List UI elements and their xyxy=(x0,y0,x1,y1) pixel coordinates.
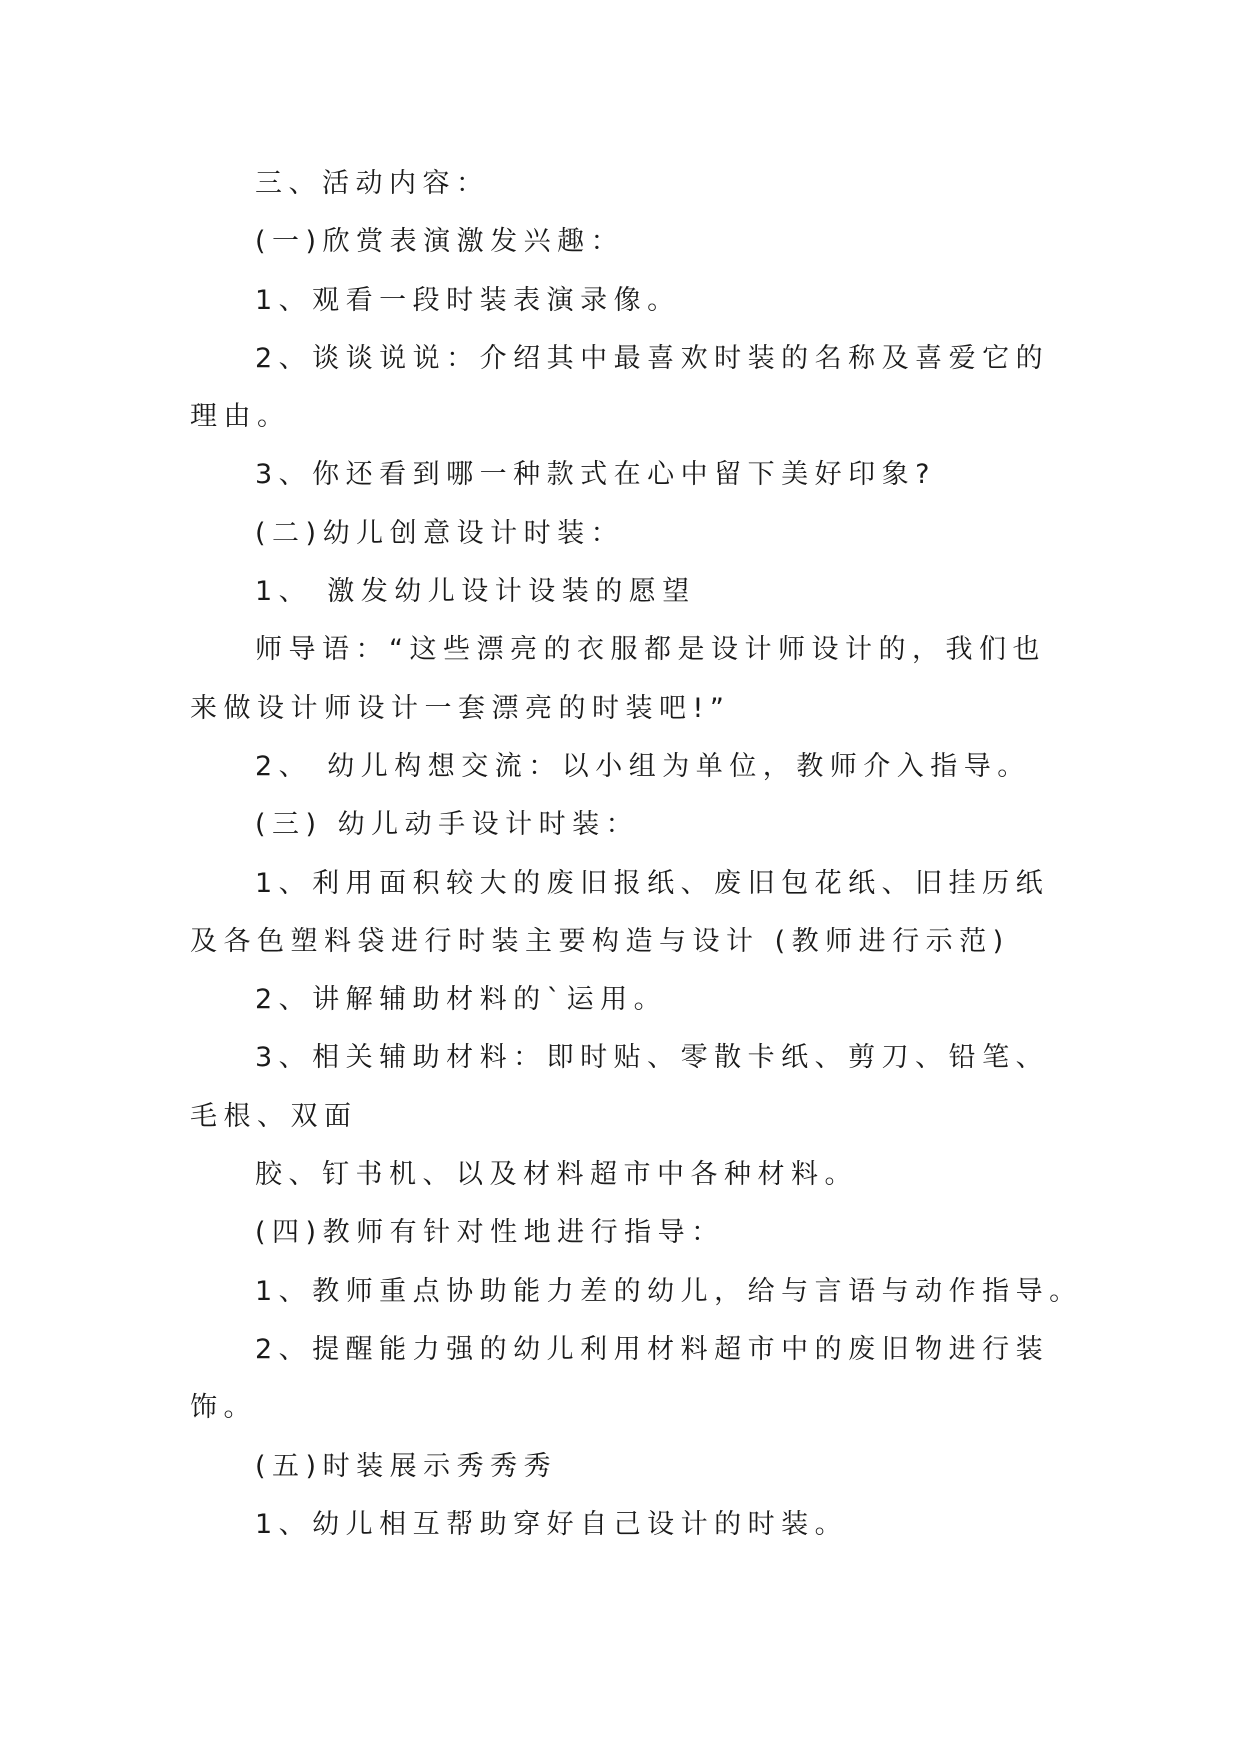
paragraph-line: 1、观看一段时装表演录像。 xyxy=(255,284,681,316)
paragraph-continuation: 毛根、双面 xyxy=(190,1100,358,1132)
paragraph-line: 胶、钉书机、以及材料超市中各种材料。 xyxy=(255,1159,858,1191)
paragraph-line: 2、 幼儿构想交流：以小组为单位，教师介入指导。 xyxy=(255,750,1031,782)
paragraph-continuation: 来做设计师设计一套漂亮的时装吧!” xyxy=(190,692,731,724)
subsection-heading: (四)教师有针对性地进行指导： xyxy=(255,1217,725,1249)
paragraph-line: 2、提醒能力强的幼儿利用材料超市中的废旧物进行装 xyxy=(255,1333,1050,1365)
paragraph-line: 3、相关辅助材料：即时贴、零散卡纸、剪刀、铅笔、 xyxy=(255,1042,1050,1074)
subsection-heading: (二)幼儿创意设计时装： xyxy=(255,517,625,549)
paragraph-line: 1、 激发幼儿设计设装的愿望 xyxy=(255,576,696,608)
paragraph-continuation: 饰。 xyxy=(190,1392,257,1424)
subsection-heading: (三) 幼儿动手设计时装： xyxy=(255,809,640,841)
paragraph-line: 1、幼儿相互帮助穿好自己设计的时装。 xyxy=(255,1508,849,1540)
subsection-heading: (一)欣赏表演激发兴趣： xyxy=(255,226,625,258)
paragraph-line: 1、教师重点协助能力差的幼儿，给与言语与动作指导。 xyxy=(255,1275,1083,1307)
subsection-heading: (五)时装展示秀秀秀 xyxy=(255,1450,558,1482)
document-body xyxy=(190,155,1083,1554)
paragraph-line: 1、利用面积较大的废旧报纸、废旧包花纸、旧挂历纸 xyxy=(255,867,1050,899)
paragraph-continuation: 及各色塑料袋进行时装主要构造与设计 (教师进行示范) xyxy=(190,925,1010,957)
paragraph-line: 2、讲解辅助材料的`运用。 xyxy=(255,984,668,1016)
paragraph-line: 3、你还看到哪一种款式在心中留下美好印象? xyxy=(255,459,937,491)
paragraph-continuation: 理由。 xyxy=(190,401,291,433)
section-heading: 三、活动内容： xyxy=(255,168,490,199)
paragraph-line: 2、谈谈说说：介绍其中最喜欢时装的名称及喜爱它的 xyxy=(255,342,1050,374)
paragraph-line: 师导语：“这些漂亮的衣服都是设计师设计的，我们也 xyxy=(255,634,1046,666)
